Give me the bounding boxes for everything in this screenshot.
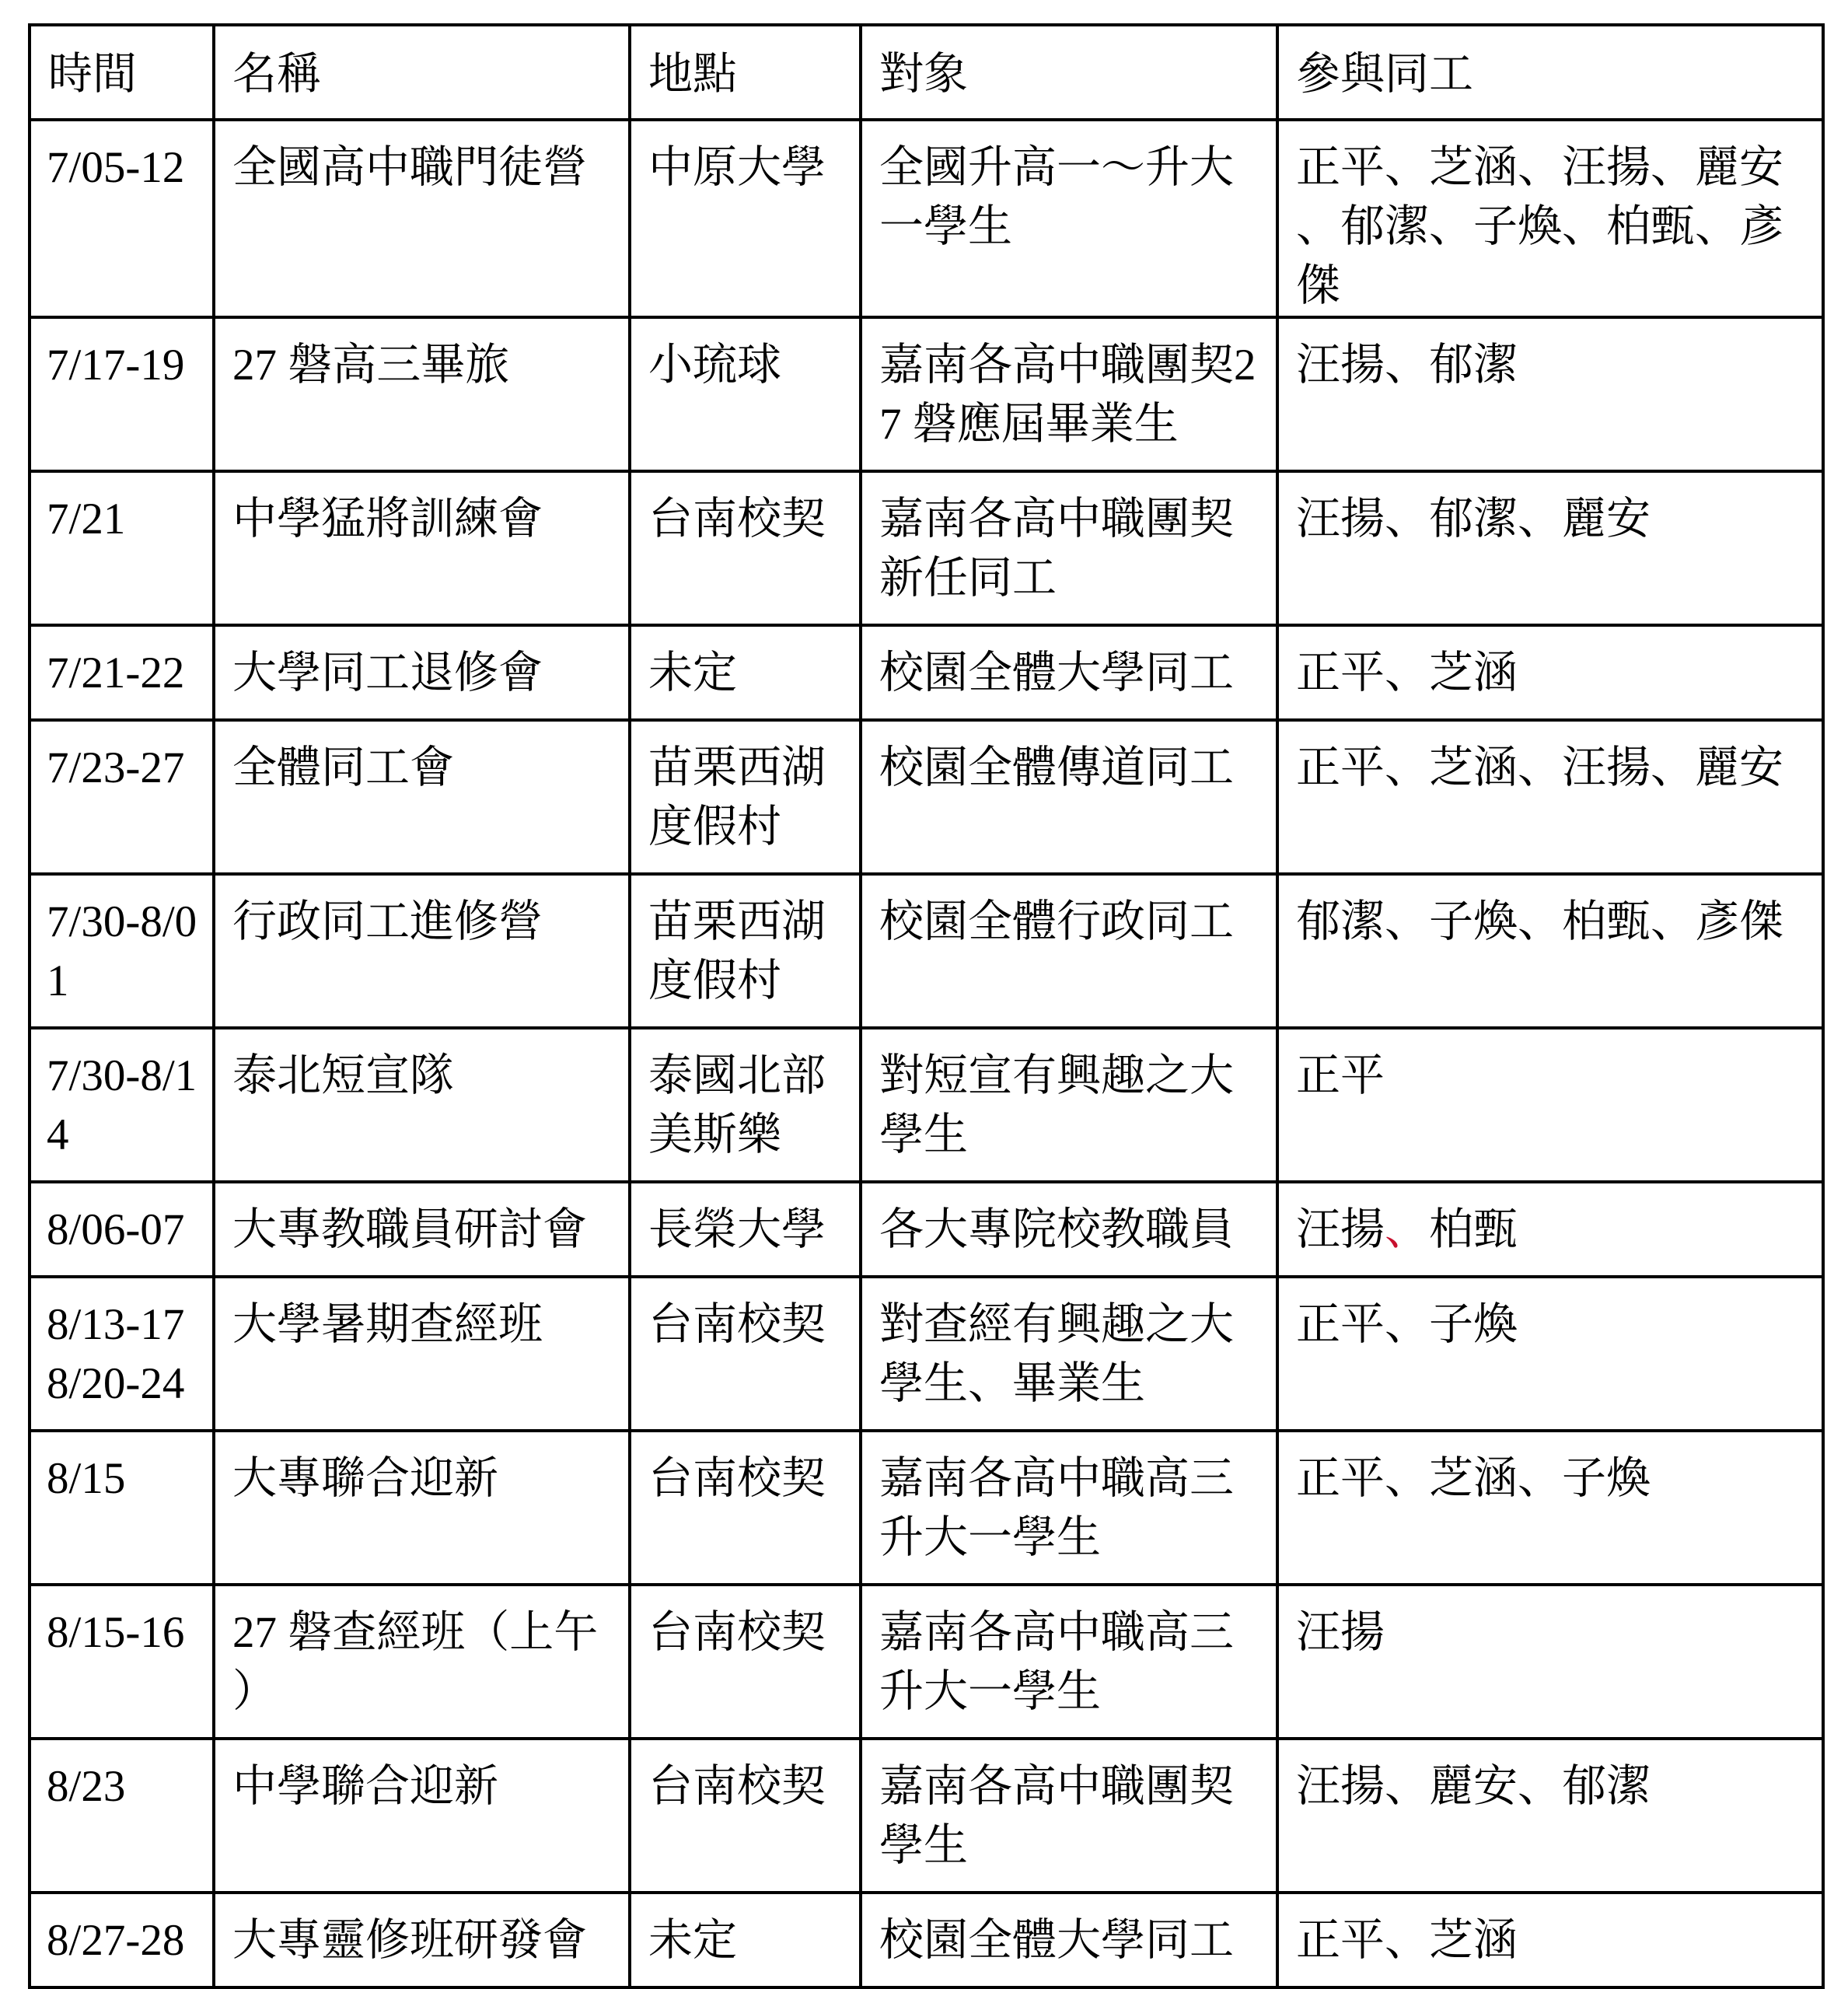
cell-place: 台南校契: [630, 1585, 861, 1739]
staff-separator: 、: [1518, 495, 1562, 544]
staff-separator: 、: [1518, 143, 1562, 192]
staff-member: 彥傑: [1296, 202, 1783, 310]
cell-staff: [1277, 1893, 1823, 1987]
table-row: [30, 720, 1823, 874]
staff-separator: 、: [1695, 202, 1739, 251]
cell-staff: [1277, 874, 1823, 1028]
staff-member: 芝涵: [1429, 648, 1518, 697]
cell-place: 台南校契: [630, 1277, 861, 1431]
staff-member: 麗安: [1562, 495, 1651, 544]
staff-member: 子煥: [1562, 1454, 1651, 1503]
staff-member: 汪揚: [1562, 143, 1651, 192]
header-place: 地點: [630, 25, 861, 120]
cell-name: 大專聯合迎新: [214, 1431, 630, 1585]
cell-name: 泰北短宣隊: [214, 1028, 630, 1182]
staff-member: 汪揚: [1296, 1762, 1385, 1811]
staff-separator: 、: [1385, 1454, 1429, 1503]
table-row: [30, 874, 1823, 1028]
staff-member: 芝涵: [1429, 743, 1518, 792]
cell-name: 中學聯合迎新: [214, 1739, 630, 1893]
staff-member: 汪揚: [1296, 1608, 1385, 1657]
cell-staff: [1277, 1028, 1823, 1182]
cell-target: 嘉南各高中職團契學生: [861, 1739, 1277, 1893]
staff-separator: 、: [1385, 897, 1429, 946]
cell-target: 嘉南各高中職高三升大一學生: [861, 1585, 1277, 1739]
cell-staff: [1277, 1182, 1823, 1277]
staff-separator: 、: [1518, 1762, 1562, 1811]
cell-staff: [1277, 1739, 1823, 1893]
staff-member: 麗安: [1429, 1762, 1518, 1811]
staff-separator: 、: [1385, 1762, 1429, 1811]
cell-target: 校園全體傳道同工: [861, 720, 1277, 874]
cell-time: 8/27-28: [30, 1893, 214, 1987]
staff-member: 正平: [1296, 1454, 1385, 1503]
staff-member: 正平: [1296, 648, 1385, 697]
cell-place: 苗栗西湖度假村: [630, 874, 861, 1028]
cell-place: 苗栗西湖度假村: [630, 720, 861, 874]
cell-place: 未定: [630, 1893, 861, 1987]
table-row: [30, 1585, 1823, 1739]
staff-separator: 、: [1385, 1916, 1429, 1965]
cell-staff: [1277, 625, 1823, 720]
staff-member: 麗安: [1695, 143, 1783, 192]
staff-separator: 、: [1518, 1454, 1562, 1503]
cell-target: 全國升高一～升大一學生: [861, 120, 1277, 317]
table-row: [30, 120, 1823, 317]
staff-separator: 、: [1518, 743, 1562, 792]
cell-target: 校園全體行政同工: [861, 874, 1277, 1028]
cell-place: 長榮大學: [630, 1182, 861, 1277]
header-staff: 參與同工: [1277, 25, 1823, 120]
schedule-table: [28, 23, 1825, 1989]
staff-member: 正平: [1296, 743, 1385, 792]
cell-target: 校園全體大學同工: [861, 1893, 1277, 1987]
cell-staff: [1277, 1277, 1823, 1431]
cell-staff: [1277, 1585, 1823, 1739]
staff-member: 正平: [1296, 1051, 1385, 1100]
cell-time: 8/15: [30, 1431, 214, 1585]
staff-member: 郁潔: [1562, 1762, 1651, 1811]
header-row: [30, 25, 1823, 120]
staff-member: 柏甄: [1606, 202, 1695, 251]
cell-name: 全體同工會: [214, 720, 630, 874]
staff-separator: 、: [1385, 495, 1429, 544]
cell-name: 大學同工退修會: [214, 625, 630, 720]
staff-separator: 、: [1429, 202, 1473, 251]
cell-target: 對短宣有興趣之大學生: [861, 1028, 1277, 1182]
staff-member: 柏甄: [1429, 1205, 1518, 1254]
cell-target: 對查經有興趣之大學生、畢業生: [861, 1277, 1277, 1431]
cell-place: 台南校契: [630, 471, 861, 625]
staff-member: 芝涵: [1429, 143, 1518, 192]
staff-member: 子煥: [1473, 202, 1562, 251]
cell-time: 8/15-16: [30, 1585, 214, 1739]
staff-member: 郁潔: [1429, 495, 1518, 544]
cell-name: 行政同工進修營: [214, 874, 630, 1028]
staff-member: 芝涵: [1429, 1454, 1518, 1503]
cell-name: 27 磐高三畢旅: [214, 317, 630, 471]
staff-member: 柏甄: [1562, 897, 1651, 946]
staff-member: 郁潔: [1296, 897, 1385, 946]
cell-time: 8/06-07: [30, 1182, 214, 1277]
table-body: [30, 120, 1823, 1987]
table-row: [30, 625, 1823, 720]
cell-time: 8/13-17 8/20-24: [30, 1277, 214, 1431]
cell-time: 7/05-12: [30, 120, 214, 317]
staff-separator: 、: [1385, 743, 1429, 792]
cell-time: 7/30-8/01: [30, 874, 214, 1028]
cell-place: 中原大學: [630, 120, 861, 317]
cell-staff: [1277, 720, 1823, 874]
cell-staff: [1277, 471, 1823, 625]
schedule-table-container: [28, 23, 1825, 1989]
staff-separator: 、: [1562, 202, 1606, 251]
cell-place: 泰國北部美斯樂: [630, 1028, 861, 1182]
header-target: 對象: [861, 25, 1277, 120]
cell-name: 大專靈修班研發會: [214, 1893, 630, 1987]
table-row: [30, 1277, 1823, 1431]
header-name: 名稱: [214, 25, 630, 120]
staff-separator: 、: [1651, 143, 1695, 192]
staff-member: 汪揚: [1296, 495, 1385, 544]
cell-staff: [1277, 1431, 1823, 1585]
staff-member: 郁潔: [1340, 202, 1429, 251]
staff-member: 子煥: [1429, 897, 1518, 946]
staff-separator: 、: [1651, 743, 1695, 792]
cell-place: 小琉球: [630, 317, 861, 471]
staff-member: 汪揚: [1296, 341, 1385, 390]
staff-member: 正平: [1296, 143, 1385, 192]
cell-place: 台南校契: [630, 1431, 861, 1585]
table-row: [30, 1739, 1823, 1893]
cell-time: 7/21: [30, 471, 214, 625]
staff-member: 正平: [1296, 1916, 1385, 1965]
staff-separator: 、: [1296, 202, 1340, 251]
cell-target: 嘉南各高中職高三升大一學生: [861, 1431, 1277, 1585]
staff-separator: 、: [1385, 1300, 1429, 1349]
table-row: [30, 471, 1823, 625]
staff-separator: 、: [1385, 648, 1429, 697]
staff-member: 子煥: [1429, 1300, 1518, 1349]
staff-separator: 、: [1385, 341, 1429, 390]
cell-name: 全國高中職門徒營: [214, 120, 630, 317]
cell-time: 7/23-27: [30, 720, 214, 874]
header-time: 時間: [30, 25, 214, 120]
cell-staff: [1277, 317, 1823, 471]
table-row: [30, 1028, 1823, 1182]
staff-separator: 、: [1651, 897, 1695, 946]
cell-staff: [1277, 120, 1823, 317]
staff-member: 汪揚: [1562, 743, 1651, 792]
cell-place: 台南校契: [630, 1739, 861, 1893]
cell-time: 7/17-19: [30, 317, 214, 471]
cell-target: 嘉南各高中職團契27 磐應屆畢業生: [861, 317, 1277, 471]
staff-separator: 、: [1385, 1205, 1429, 1254]
staff-member: 麗安: [1695, 743, 1783, 792]
table-row: [30, 1893, 1823, 1987]
cell-target: 校園全體大學同工: [861, 625, 1277, 720]
cell-target: 嘉南各高中職團契新任同工: [861, 471, 1277, 625]
cell-name: 27 磐查經班（上午）: [214, 1585, 630, 1739]
table-row: [30, 1431, 1823, 1585]
staff-separator: 、: [1385, 143, 1429, 192]
staff-member: 彥傑: [1695, 897, 1783, 946]
staff-member: 芝涵: [1429, 1916, 1518, 1965]
cell-name: 大學暑期查經班: [214, 1277, 630, 1431]
cell-target: 各大專院校教職員: [861, 1182, 1277, 1277]
cell-place: 未定: [630, 625, 861, 720]
cell-time: 7/21-22: [30, 625, 214, 720]
staff-member: 汪揚: [1296, 1205, 1385, 1254]
cell-time: 8/23: [30, 1739, 214, 1893]
table-row: [30, 1182, 1823, 1277]
cell-time: 7/30-8/14: [30, 1028, 214, 1182]
staff-member: 正平: [1296, 1300, 1385, 1349]
cell-name: 大專教職員研討會: [214, 1182, 630, 1277]
table-row: [30, 317, 1823, 471]
staff-member: 郁潔: [1429, 341, 1518, 390]
cell-name: 中學猛將訓練會: [214, 471, 630, 625]
staff-separator: 、: [1518, 897, 1562, 946]
